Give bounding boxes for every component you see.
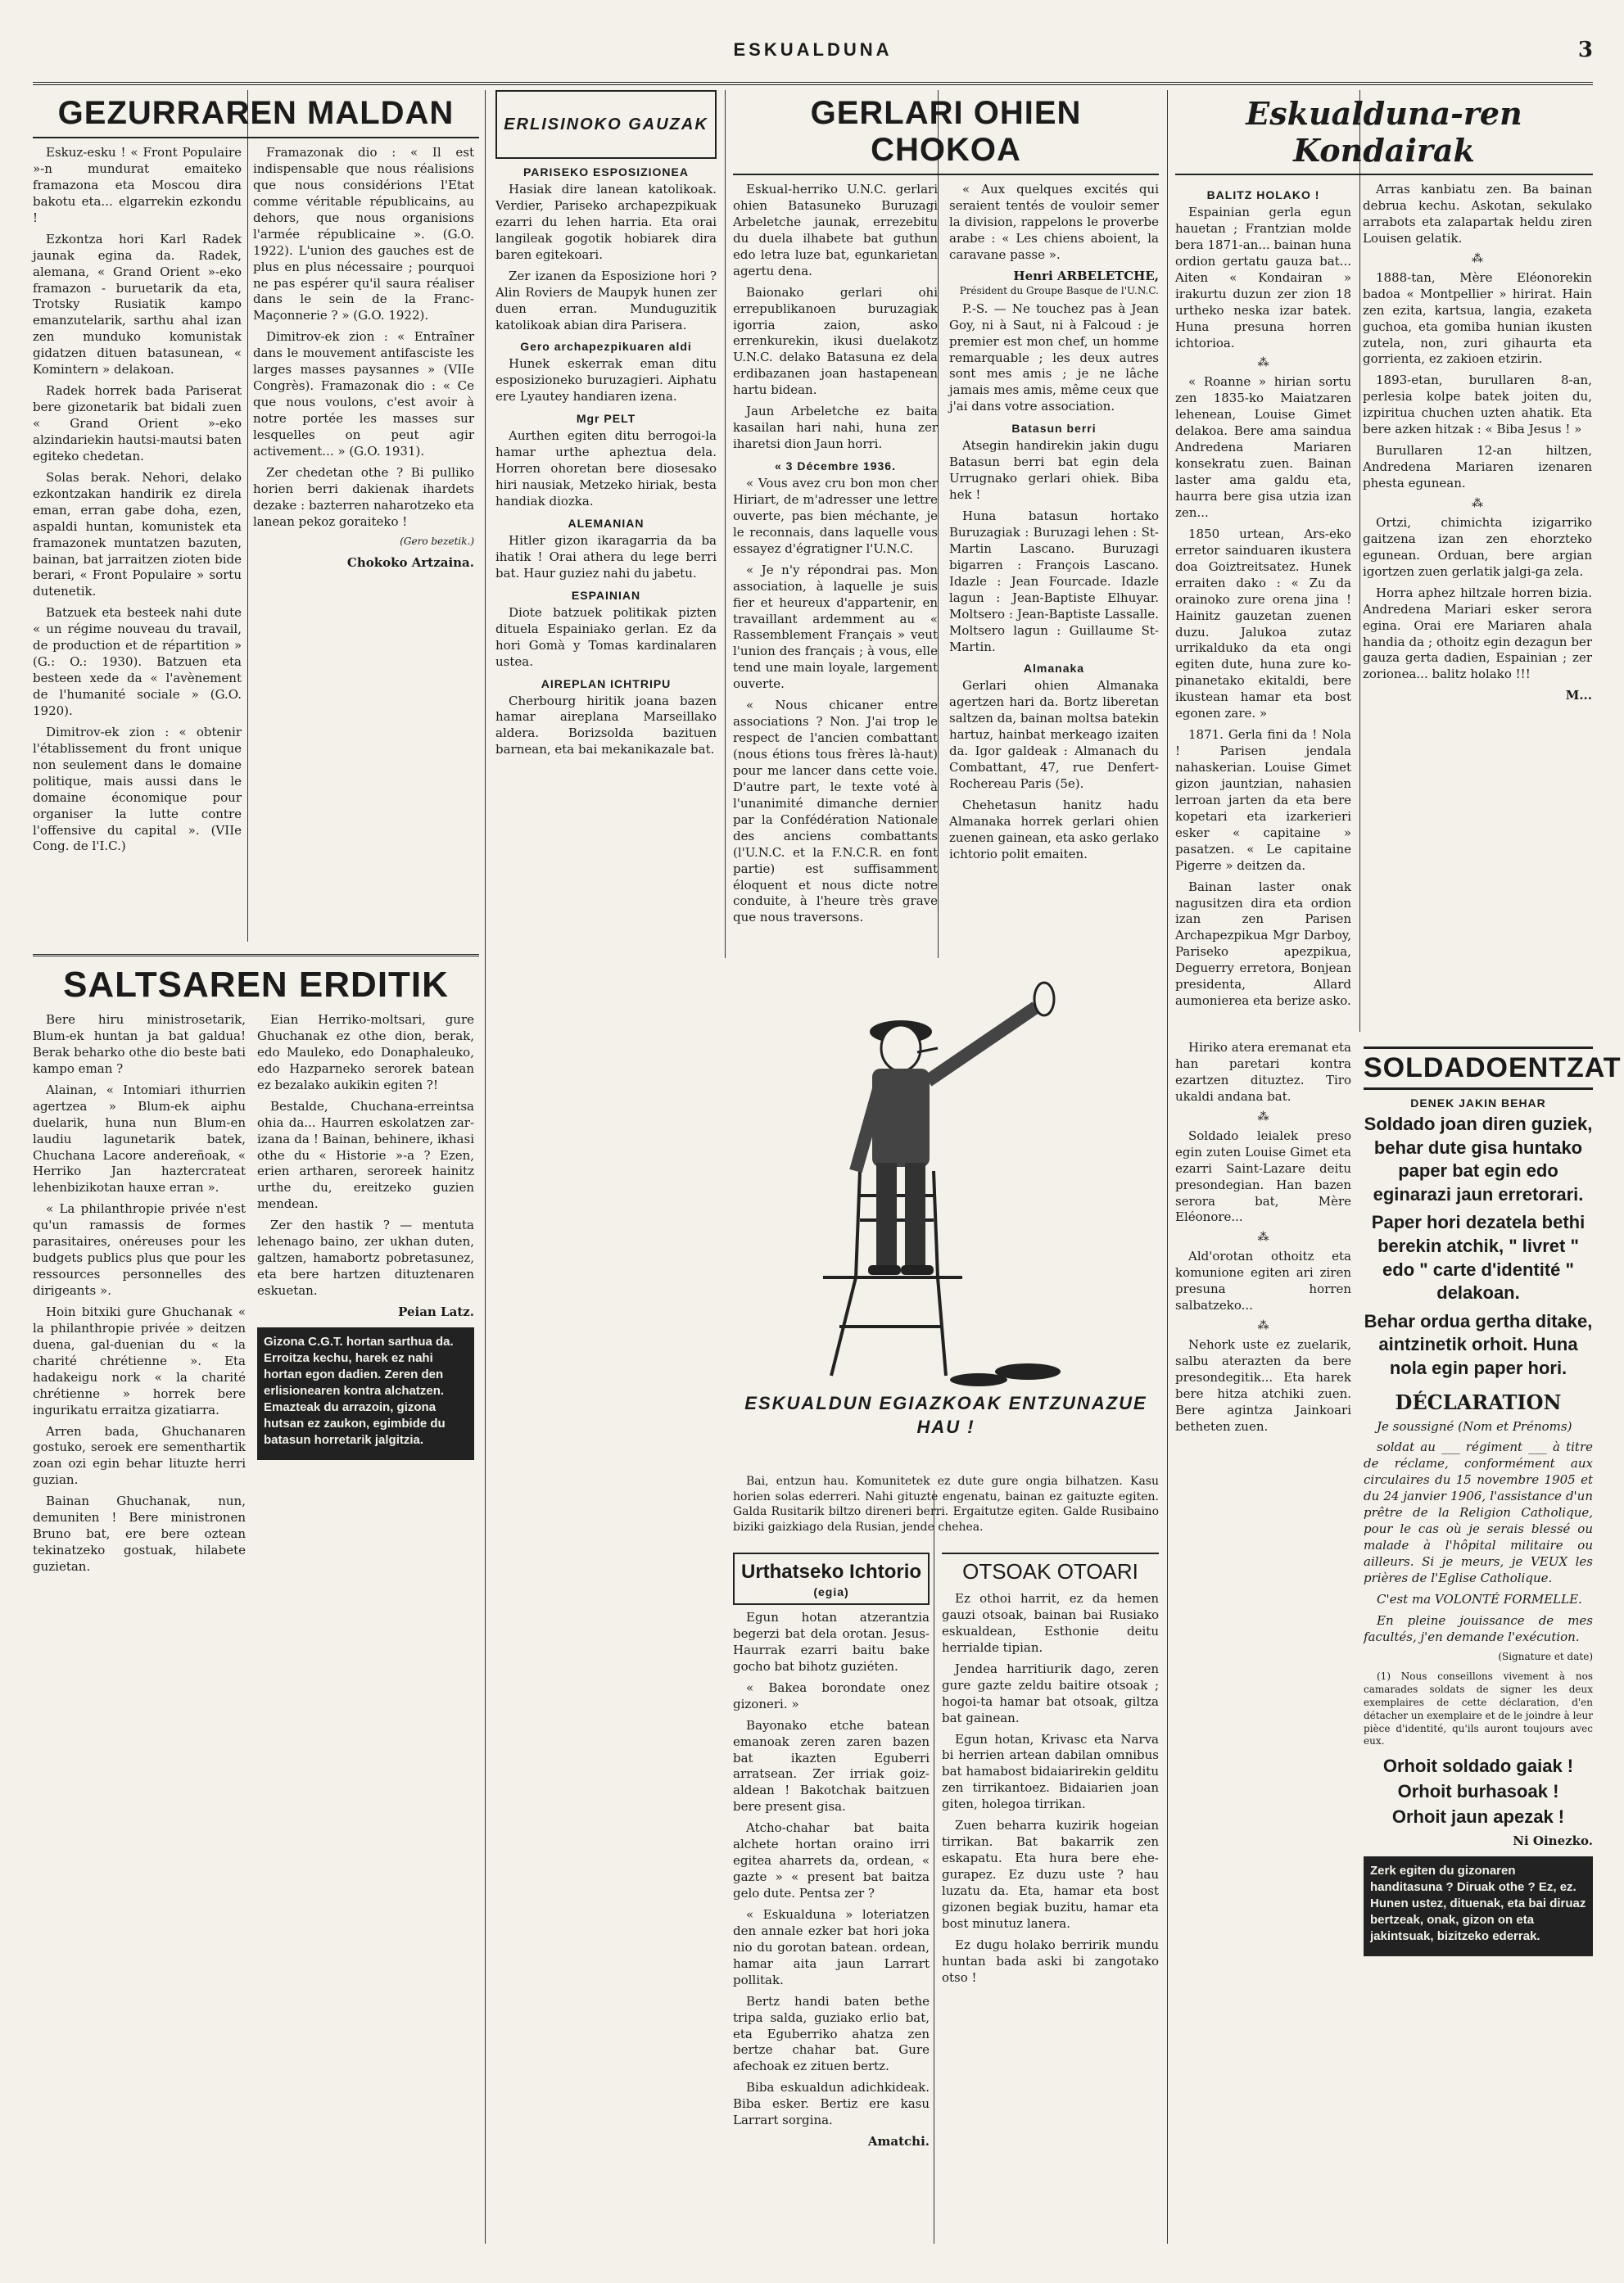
paragraph: Framazonak dio : « Il est indispensable que nous réalisions que nous considérions l'Etat comme véritable républicains, au dehors, que nous organisions l'armée républicaine ». (G.O. 1922). L'union des gauches est de plus en plus nécessaire ; pourquoi ne pas espérer qu'il saura réaliser dans le sein de la Franc-Maçonnerie ? » (G.O. 1922). [253,145,474,323]
newspaper-page [33,33,1622,2244]
illustration-caption: ESKUALDUN EGIAZKOAK ENTZUNAZUE HAU ! [744,1393,1147,1437]
subheading: ESPAINIAN [571,588,641,602]
paragraph: Hasiak dire lanean katolikoak. Verdier, Pariseko archapezpikuak ezarri du lehen harria. Eta orai langileak gogotik hobiarek dira baren egitekoari. [495,182,717,262]
paragraph: Egun hotan atzerantzia begerzi bat dela orotan. Jesus-Haurrak ezarri baitu bake gocho bat bihotz guziéten. [733,1610,930,1674]
subheading: BALITZ HOLAKO ! [1206,188,1320,201]
article-gerlari [733,90,1159,958]
reminder: Orhoit soldado gaiak ! [1382,1756,1574,1777]
paragraph: Bai, entzun hau. Komunitetek ez dute gure ongia bilhatzen. Kasu horien solas ederreri. Nahi gituzte engenatu, bainan ez gaituzte egiten. Galda Rusitarik biltzo direneri berri. Ergaitutze egiten. Galde Rusibaino biziki gaizkiago dela Rusian, jende chehea. [733,1475,1159,1534]
section-vignette [495,90,717,159]
paragraph: Soldado leialek preso egin zuten Louise Gimet eta ezarri Saint-Lazare deitu presondegian. Han bazen serora bat, Mère Eléonore... [1175,1128,1351,1225]
article-title: OTSOAK OTOARI [942,1553,1159,1585]
paragraph: « Nous chicaner entre associations ? Non. J'ai trop le respect de l'ancien combattant (nous étions tous frères là-haut) pour me lancer dans cette voie. D'autre part, le texte voté à l'unanimité dimanche dernier par la Confédération Nationale des anciens combattants (l'U.N.C. et la F.N.C.R. en font partie) est suffisamment éloquent et nous dicte notre conduite, à l'heure très grave que nous traversons. [733,698,938,925]
subheading: DENEK JAKIN BEHAR [1410,1096,1546,1110]
paragraph: Cherbourg hiritik joana bazen hamar aireplana Marseillako aldera. Borizsolda bazituen barnean, eta bai mekanikazale bat. [495,693,717,757]
declaration-title: DÉCLARATION [1395,1390,1562,1414]
article-subtitle: (egia) [813,1585,849,1598]
paragraph: Zer den hastik ? — mentuta lehenago baino, zer ukhan duten, galtzen, hamabortz pobretasunez, eta bere hartzen dituztenaren eskuetan. [257,1218,474,1298]
paragraph: Solas berak. Nehori, delako ezkontzakan handirik ez direla eman, erran gabe doha, ezen, aspaldi huntan, komunistek eta framazonek muntatzen bazuten, bainan, bat jarraitzen zioten bide berari, « Front Populaire » sortu dutenetik. [33,469,242,599]
paragraph: Bainan laster onak nagusitzen dira eta ordion izan zen Parisen Archapezpikua Mgr Darboy, Pariseko apezpikua, Deguerry erretora, Bonjean presidenta, Allard aumonierea eta berize asko. [1175,879,1351,1009]
boxed-notice [257,1327,474,1460]
paragraph: Zer chedetan othe ? Bi pulliko horien berri dakienak ihardets dezake : bazterren naharotzeko eta lanean pekoz goraiteko ! [253,464,474,529]
article-signature: Chokoko Artzaina. [346,554,474,570]
article-title: GEZURRAREN MALDAN [33,95,479,138]
declaration-body: soldat au ___ régiment ___ à titre de réclame, conformément aux circulaires du 15 novembre 1905 et du 24 janvier 1906, l'assistance d'un prêtre de la Religion Catholique, pour le cas où je serais blessé ou malade à l'hôpital militaire ou ailleurs. Si je meurs, je VEUX les prières de l'Eglise Catholique. [1364,1440,1593,1585]
paragraph: Zuen beharra kuzirik hogeian tirrikan. Bat bakarrik zen eskapatu. Eta hura bere ehe- gurapez. Ez duzu uste ? hau luzatu da. Eta, hamar eta bost gizonen begiak buzitu, hamar eta bost minutuz lanera. [942,1818,1159,1931]
article-gezurraren [33,90,479,950]
footnote: (1) Nous conseillons vivement à nos camarades soldats de signer les deux exemplaires de cette déclaration, d'en détacher un exemplaire et de le joindre à leur pièce d'identité, qu'ils auront toujours avec eux. [1364,1670,1593,1747]
newspaper-name: ESKUALDUNA [733,39,893,60]
paragraph: Radek horrek bada Pariserat bere gizonetarik bat bidali zuen « Grand Orient »-eko alzindariekin hautsi-mautsi baten egiteko chedetan. [33,383,242,463]
paragraph: P.-S. — Ne touchez pas à Jean Goy, ni à Saut, ni à Falcoud : je premier est mon chef, un homme remarquable ; les deux autres sont mes amis ; je ne lâche jamais mes amis, même ceux que j'ai dans votre association. [949,301,1159,414]
paragraph: Huna batasun hortako Buruzagiak : Buruzagi lehen : St-Martin Lascano. Buruzagi bigarren : François Lascano. Idazle : Jean Fourcade. Idazle lagun : Jean-Baptiste Elhuyar. Moltsero : Jean-Baptiste Lassalle. Moltsero lagun : Guillaume St-Martin. [949,509,1159,654]
paragraph: Bestalde, Chuchana-erreintsa ohia da... Haurren eskolatzen zar-izana da ! Bainan, behinere, ikhasi othe du « Historie »-a ? Ezen, erien artharen, seroreek hainitz urthe du, ereitzeko guzien mendean. [257,1098,474,1212]
paragraph: Egun hotan, Krivasc eta Narva bi herrien artean dabilan omnibus bat hamabost bidaiarirekin gelditu zen tirrikantoez. Bidaiarien joan giten, holegoa tirrikan. [942,1731,1159,1812]
subheading: Almanaka [1023,662,1085,676]
article-kondaira: Eskualduna-ren Kondairak BALITZ HOLAKO ! Espainian gerla egun hauetan ; Frantzian molde bera 1871-an... bainan huna ordion gertatu gauza bat... Aiten « Kondairan » irakurtu duzun zer zion 18 urtheko neska izar batek. Huna presuna horren ichtorioa. ⁂ « Roanne » hirian sortu zen 1835-ko Maiatzaren lehenean, Louise Gimet delakoa. Bere ama saindua Andredena Mariaren konsekratu zuen. Bainan laster ama galdu eta, haurra bere gisa utzia izan zen... 1850 urtean, Ars-eko erretor sainduaren ikustera doa Goiztreitsatez. Hunek erraiten dako : « Zu da orainoko zure orena jina ! Hainitz gauzetan zuenen duzu. Jalukoa zutaz urrikalduko da eta ongi egiten dute, huna zure ko-pinanetako ekitaldi, bere ikustean hamar eta bost egonen zare. » 1871. Gerla fini da ! Nola ! Parisen jendala nahaskerian. Louise Gimet gizon jauntzian, nahasien lerroan jarten da eta bere kopetari eta izarkerieri esker « capitaine » pasatzen. « Le capitaine Pigerre » deitzen da. Bainan laster onak nagusitzen dira eta ordion izan zen Parisen Archapezpikua Mgr Darboy, Pariseko apezpikua, Deguerry erretora, Bonjean presidenta, Allard aumonierea eta berize asko. Arras kanbiatu zen. Ba bainan debrua kechu. Askotan, sekulako arrabots eta zalapartak heldu ziren Louisen gelatik. ⁂ 1888-tan, Mère Eléonorekin badoa « Montpellier » hirirat. Hain zen ezita, kartsua, langia, ezaketa guchoa, eta gomiba hunian ikusten zutela, non, zuri gihaurta eta gorrienta, ez zakioen etzirin. 1893-etan, burullaren 8-an, perlesia kolpe batek joiten du, izpiritua chuchen uzten ahatik. Eta bere azken hitzak : « Biba Jesus ! » Burullaren 12-an hiltzen, Andredena Mariaren izenaren phesta egunean. ⁂ Ortzi, chimichta izigarriko gaitzena izan zen ehorzteko egunean. Orduan, bere argian igortzen zuen gerlatik jalgi-ga zela. Horra aphez hiltzale horren bizia. Andredena Mariari esker serora egina. Orai ere Mariaren ahala handia da ; othoitz egin dezagun ber gauza gerta dadien, Espainian ; zer zorionea... balitz holako !!! M... [1175,95,1592,1009]
article-title: Eskualduna-ren Kondairak [1175,95,1593,175]
paragraph: Ez othoi harrit, ez da hemen gauzi otsoak, bainan bai Rusiako eskualdean, Esthonie deitu herrialde tipian. [942,1591,1159,1655]
paragraph: « Roanne » hirian sortu zen 1835-ko Maiatzaren lehenean, Louise Gimet delakoa. Bere ama saindua Andredena Mariaren konsekratu zuen. Bainan laster ama galdu eta, haurra bere gisa utzia izan zen... [1175,374,1351,520]
paragraph: Atcho-chahar bat baita alchete hortan oraino irri egitea aharrets da, ordean, « gazte » « present bat baitza gelo dute. Pentsa zer ? [733,1820,930,1901]
paragraph: Paper hori dezatela bethi berekin atchik, " livret " edo " carte d'identité " delakoan. [1371,1212,1586,1304]
subheading: Batasun berri [1011,422,1097,436]
paragraph: Arras kanbiatu zen. Ba bainan debrua kechu. Askotan, sekulako arrabots eta zalapartak heldu ziren Louisen gelatik. [1363,182,1592,246]
article-urthatseko [733,1548,930,2244]
vignette-title: ERLISINOKO GAUZAK [504,115,708,133]
article-signature: Ni Oinezko. [1513,1833,1593,1849]
page-number: 3 [1577,38,1593,62]
reminder: Orhoit jaun apezak ! [1391,1806,1565,1827]
subheading: Mgr PELT [576,412,636,426]
paragraph: « La philanthropie privée n'est qu'un ramassis de formes parasitaires, onéreuses pour les budgets publics plus que pour les ressources personnelles des dirigeants ». [33,1201,246,1298]
paragraph: Eian Herriko-moltsari, gure Ghuchanak ez othe dion, berak, edo Mauleko, edo Donaphaleuko, edo Hazparneko serorek batean ez bezalako aukikin egiten ?! [257,1012,474,1092]
article-parisko [495,90,717,2244]
paragraph: Dimitrov-ek zion : « obtenir l'établissement du front unique non seulement dans le domaine politique, mais aussi dans le domaine économique pour organiser la lutte contre l'offensive du capital ». (VIIe Cong. de l'I.C.) [33,724,242,854]
paragraph: Bertz handi baten bethe tripa salda, guziako erlio bat, eta Eguberriko ahatza zen bertze chahar bat. Gure afechoak ez zituen bertz. [733,1993,930,2074]
article-title: Urthatseko Ichtorio [740,1561,922,1583]
notice-text: Gizona C.G.T. hortan sarthua da. Erroitza kechu, harek ez nahi hortan egon dadien. Zeren den erlisionearen kontra alchatzen. Emazteak du arrazoin, gizona hutsan ez zaukon, egimbide du batasun horretarik jalgitzia. [264,1334,454,1447]
paragraph: Aurthen egiten ditu berrogoi-la hamar urthe apheztua dela. Horren ohoretan bere diosesako hiri nausiak, Metzeko hiriak, besta handiak diozka. [495,428,717,509]
paragraph: Horra aphez hiltzale horren bizia. Andredena Mariari esker serora egina. Orai ere Mariaren ahala handia da ; othoitz egin dezagun ber gauza gerta dadien, Espainian ; zer zorionea... balitz holako !!! [1363,585,1592,682]
paragraph: Ortzi, chimichta izigarriko gaitzena izan zen ehorzteko egunean. Orduan, bere argian igortzen zuen gerlatik jalgi-ga zela. [1363,514,1592,579]
paragraph: Burullaren 12-an hiltzen, Andredena Mariaren izenaren phesta egunean. [1363,443,1592,491]
paragraph: Dimitrov-ek zion : « Entraîner dans le mouvement antifasciste les larges masses paysannes » (VIIe Congrès). Framazonak dio : « Ce que nous voulons, c'est avoir à notre portée les masses sur lesquelles on peut agir activement... » (G.O. 1931). [253,329,474,459]
illustration-man-on-chair [733,966,1159,1392]
declaration-line: Je soussigné (Nom et Prénoms) [1377,1418,1572,1434]
paragraph: 1893-etan, burullaren 8-an, perlesia kolpe batek joiten du, izpiritua chuchen uzten ahatik. Eta bere azken hitzak : « Biba Jesus ! » [1363,373,1592,437]
paragraph: Biba eskualdun adichkideak. Biba esker. Bertiz ere kasu Larrart sorgina. [733,2080,930,2128]
paragraph: Hunek eskerrak eman ditu esposizioneko buruzagieri. Aiphatu ere Lyautey handiaren izena. [495,356,717,405]
paragraph: Batzuek eta besteek nahi dute « un régime nouveau du travail, de production et de répartition » (G.: O.: 1930). Batzuen eta besteen xede da « l'avènement de l'humanité sociale » (G.O. 1920). [33,605,242,718]
boxed-notice [1364,1856,1593,1956]
paragraph: Eskual-herriko U.N.C. gerlari ohien Batasuneko Buruzagi Arbeletche jaunak, errezebitu du duela ilhabete bat guthun edo letra luze bat, egunkarietan agertu dena. [733,182,938,278]
subheading: ALEMANIAN [568,516,645,530]
article-signature: Peian Latz. [398,1304,474,1319]
article-title: SOLDADOENTZAT [1364,1047,1593,1090]
declaration-line: En pleine jouissance de mes facultés, j'en demande l'exécution. [1364,1612,1593,1644]
paragraph: Ald'orotan othoitz eta komunione egiten ari ziren presuna horren salbatzeko... [1175,1249,1351,1313]
article-title: GERLARI OHIEN CHOKOA [733,95,1159,175]
paragraph: Arren bada, Ghuchanaren gostuko, seroek ere sementhartik zoan ozi egin behar lituzte herri guzian. [33,1423,246,1488]
letter-signature: Henri ARBELETCHE, [1013,268,1159,283]
paragraph: Eskuz-esku ! « Front Populaire »-n mundurat emaiteko framazona eta Moscou dira bakotu eta... elgarrekin ezkondu ! [33,145,242,225]
reminder: Orhoit burhasoak ! [1397,1781,1559,1802]
paragraph: Zer izanen da Esposizione hori ? Alin Roviers de Maupyk hunen zer duen erran. Munduguzitik katolikoak abian dira Parisera. [495,268,717,332]
paragraph: 1850 urtean, Ars-eko erretor sainduaren ikustera doa Goiztreitsatez. Hunek erraiten dako : « Zu da orainoko zure orena jina ! Hainitz gauzetan zuenen duzu. Jalukoa zutaz urrikalduko da eta ongi egiten dute, huna zure ko-pinanetako ekitaldi, bere ikustean hamar eta bost egonen zare. » [1175,526,1351,721]
paragraph: Atsegin handirekin jakin dugu Batasun berri bat egin dela Urrugnako gerlari ohiek. Biba hek ! [949,438,1159,503]
paragraph: Bere hiru ministrosetarik, Blum-ek huntan ja bat galdua! Berak beharko othe dio beste bati kampo eman ? [33,1012,246,1076]
article-saltsa [33,946,479,2248]
paragraph: Jendea harritiurik dago, zeren gure gazte zeldu baitire otsoak ; hogoi-ta hamar bat otsoak, giltza bat gainean. [942,1661,1159,1725]
paragraph: Soldado joan diren guziek, behar dute gisa huntako paper bat egin edo eginarazi jaun erretorari. [1364,1114,1593,1205]
paragraph: Chehetasun hanitz hadu Almanaka horrek gerlari ohien zuenen gainean, eta asko gerlako ichtorio polit emaiten. [949,798,1159,861]
paragraph: Ezkontza hori Karl Radek jaunak egina da. Radek, alemana, « Grand Orient »-eko framazon - buruetarik da eta, Trotsky Rusiatik kampo emanzutelarik, sarthu ahal izan zen munduko komunistak gidatzen dituen batasunean, « Komintern » delakoan. [33,231,242,377]
subheading: AIREPLAN ICHTRIPU [541,676,672,690]
paragraph: Gerlari ohien Almanaka agertzen hari da. Bortz liberetan saltzen da, bainan moltsa batekin hartuz, hainbat merkeago izaiten da. Igor galdeak : Almanach du Combattant, 47, rue Denfert-Rochereau Paris (5e). [949,678,1159,792]
paragraph: 1888-tan, Mère Eléonorekin badoa « Montpellier » hirirat. Hain zen ezita, kartsua, langia, ezaketa guchoa, eta gomiba hunian ikusten zutela, non, zuri gihaurta eta gorrienta, ez zakioen etzirin. [1363,269,1592,367]
paragraph: « Aux quelques excités qui seraient tentés de vouloir semer la division, rappelons le proverbe arabe : « Les chiens aboient, la caravane passe ». [949,182,1159,262]
paragraph: Baionako gerlari ohi errepublikanoen buruzagiak igorria zaion, asko errenkurekin, ikusi duelakotz U.N.C. delako Batasuna ez dela erdibazanen joan hastapenean hartu bidean. [733,284,938,398]
paragraph: Alainan, « Intomiari ithurrien agertzea » Blum-ek aiphu duelarik, huna nun Blum-en laudiu lagunetarik batek, Chuchana Lacore andereñoak, « Herriko Jan haztercrateat lehenbizikotan hauxe erran ». [33,1082,246,1196]
paragraph: Bainan Ghuchanak, nun, demuniten ! Bere ministronen Bruno bat, ere bere oztean tekinatzeko gostuak, hilabete guzietan. [33,1494,246,1574]
article-title: SALTSAREN ERDITIK [63,965,449,1005]
paragraph: Behar ordua gertha ditake, aintzinetik orhoit. Huna nola egin paper hori. [1364,1310,1593,1378]
article-otsoak [942,1548,1159,2244]
paragraph: 1871. Gerla fini da ! Nola ! Parisen jendala nahaskerian. Louise Gimet gizon jauntzian, nahasien lerroan jarten da eta bere kopetari eta izarkerieri esker « capitaine » pasatzen. « Le capitaine Pigerre » deitzen da. [1175,727,1351,873]
paragraph: Hiriko atera eremanat eta han paretari kontra ezartzen dituztez. Tiro ukaldi andana bat. [1175,1040,1351,1104]
paragraph: Hitler gizon ikaragarria da ba ihatik ! Orai athera du lege berri bat. Haur guziez nahi du jabetu. [495,532,717,581]
article-signature: M... [1565,688,1592,703]
subheading: Gero archapezpikuaren aldi [520,340,692,354]
continuation-note: (Gero bezetik.) [400,535,474,547]
article-signature: Amatchi. [867,2134,930,2150]
declaration-signature: (Signature et date) [1498,1650,1593,1662]
masthead [33,33,1593,85]
declaration-line: C'est ma VOLONTÉ FORMELLE. [1377,1591,1582,1607]
paragraph: « Bakea borondate onez gizoneri. » [733,1679,930,1711]
paragraph: Jaun Arbeletche ez baita kasailan hari nahi, huna zer iharetsi dion Jaun horri. [733,404,938,452]
notice-text: Zerk egiten du gizonaren handitasuna ? Diruak othe ? Ez, ez. Hunen ustez, dituenak, eta bai diruaz bertzeak, onak, gizon on eta jakintsuak, bizitzeko ederrak. [1370,1864,1586,1943]
article-soldado [1364,1040,1622,2244]
paragraph: Hoin bitxiki gure Ghuchanak « la philanthropie privée » deitzen duena, gal-duenian du « la charité chrétienne ». Eta hadakeigu nork « la charité chrétienne » horrek bere ingurikatu erraitza gizatiarra. [33,1304,246,1417]
paragraph: « Vous avez cru bon mon cher Hiriart, de m'adresser une lettre ouverte, pas bien méchante, je le reconnais, dans laquelle vous essayez d'égratigner l'U.N.C. [733,476,938,556]
paragraph: Nehork uste ez zuelarik, salbu aterazten da bere presondegitik... Eta harek bere hitza atchiki zuen. Bere agintza Jainkoari betheten zuen. [1175,1337,1351,1434]
paragraph: Ez dugu holako berririk mundu huntan bada aski bi zangotako otso ! [942,1937,1159,1985]
letter-signature-title: Président du Groupe Basque de l'U.N.C. [959,284,1159,296]
paragraph: Bayonako etche batean emanoak zeren zaren bazen bat ikazten Eguberri arratsean. Zer irriak goiz-aldean ! Bakotchak baitzuen bere present gisa. [733,1717,930,1815]
paragraph: « Eskualduna » loteriatzen den annale ezker bat hori joka nio du gorotan batean. ordean, hamar aita jaun Larrart pollitak. [733,1906,930,1987]
subheading: PARISEKO ESPOSIZIONEA [523,165,689,179]
caption-paragraph [733,1474,1159,1539]
letter-date: « 3 Décembre 1936. [775,459,896,472]
paragraph: Espainian gerla egun hauetan ; Frantzian molde bera 1871-an... bainan huna ordion gertatu gauza bat... Aiten « Kondairan » irakurtu duzun zer zion 18 urtheko neska izar batek. Huna presuna horren ichtorioa. [1175,205,1351,350]
paragraph: Diote batzuek politikak pizten dituela Espainiako gerlan. Ez da hori Gomà y Tomas kardinalaren ustea. [495,604,717,669]
article-kondaira-continued: Hiriko atera eremanat eta han paretari kontra ezartzen dituztez. Tiro ukaldi andana bat. ⁂ Soldado leialek preso egin zuten Louise Gimet eta ezarri Saint-Lazare deitu presondegian. Han bazen serora bat, Mère Eléonore... ⁂ Ald'orotan othoitz eta komunione egiten ari ziren presuna horren salbatzeko... ⁂ Nehork uste ez zuelarik, salbu aterazten da bere presondegitik... Eta harek bere hitza atchiki zuen. Bere agintza Jainkoari betheten zuen. [1175,1040,1351,1434]
paragraph: « Je n'y répondrai pas. Mon association, à laquelle je suis fier et heureux d'appartenir, en travaillant ardemment au « Rassemblement Français » veut l'union des français ; à vous, elle tend une main loyale, largement ouverte. [733,562,938,692]
